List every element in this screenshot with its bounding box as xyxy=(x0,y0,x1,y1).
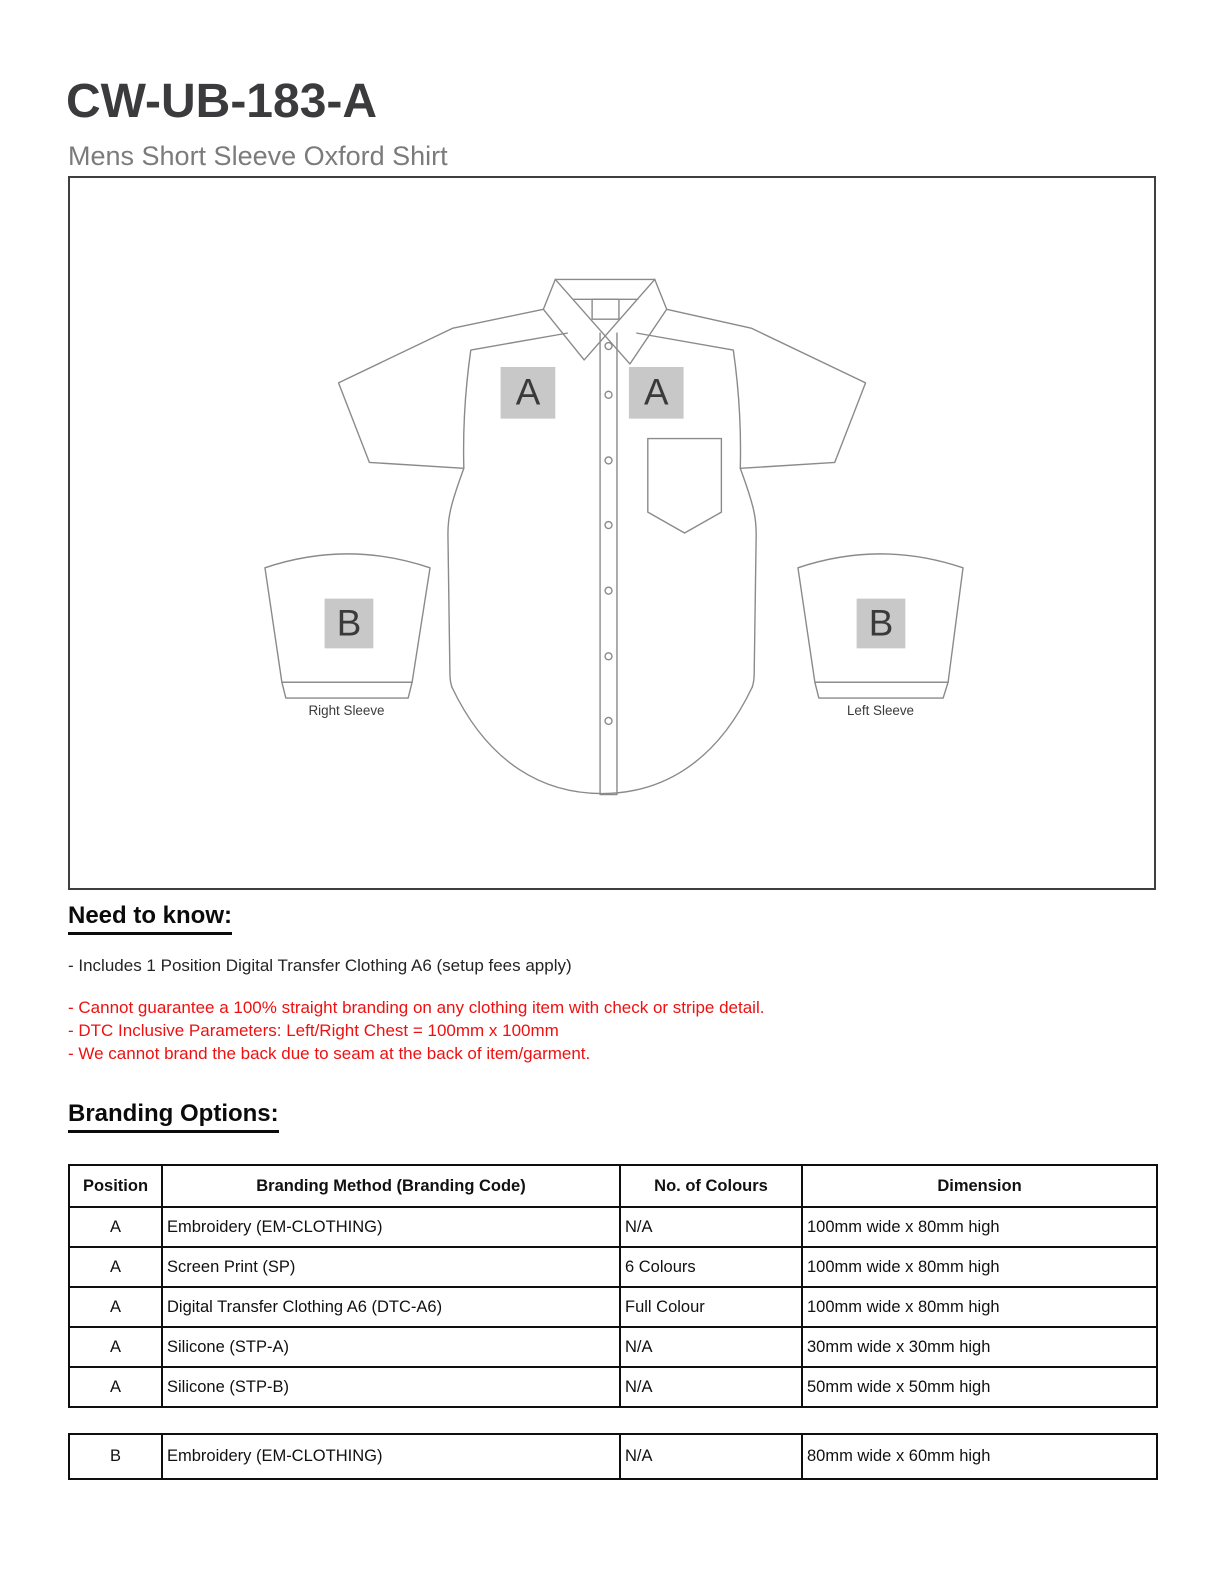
cell-dimension: 100mm wide x 80mm high xyxy=(802,1247,1157,1287)
page-title: CW-UB-183-A xyxy=(66,75,378,128)
position-a-label: A xyxy=(643,371,669,413)
branding-options-heading: Branding Options: xyxy=(68,1101,279,1133)
note-inclusive-position: - Includes 1 Position Digital Transfer Clothing A6 (setup fees apply) xyxy=(68,956,572,975)
cell-position: A xyxy=(69,1327,162,1367)
cell-position: A xyxy=(69,1287,162,1327)
need-to-know-heading: Need to know: xyxy=(68,903,232,935)
page-subtitle: Mens Short Sleeve Oxford Shirt xyxy=(68,141,448,171)
cell-dimension: 50mm wide x 50mm high xyxy=(802,1367,1157,1407)
warning-line: - We cannot brand the back due to seam at the back of item/garment. xyxy=(68,1044,591,1063)
column-header-position: Position xyxy=(69,1165,162,1207)
cell-no-of-colours: 6 Colours xyxy=(620,1247,802,1287)
garment-diagram-box xyxy=(68,176,1156,890)
warning-line: - Cannot guarantee a 100% straight branding on any clothing item with check or stripe detail. xyxy=(68,998,765,1017)
warning-notes xyxy=(68,996,764,1065)
cell-no-of-colours: Full Colour xyxy=(620,1287,802,1327)
cell-branding-method: Screen Print (SP) xyxy=(162,1247,620,1287)
placket-buttons xyxy=(605,343,612,725)
cell-dimension: 30mm wide x 30mm high xyxy=(802,1327,1157,1367)
cell-dimension: 100mm wide x 80mm high xyxy=(802,1207,1157,1247)
column-header-dimension: Dimension xyxy=(802,1165,1157,1207)
branding-options-table-position-b xyxy=(68,1433,1158,1480)
table-row xyxy=(69,1247,1157,1287)
shirt-diagram xyxy=(70,178,1154,888)
branding-options-table-position-a xyxy=(68,1164,1158,1408)
cell-branding-method: Embroidery (EM-CLOTHING) xyxy=(162,1207,620,1247)
cell-dimension: 100mm wide x 80mm high xyxy=(802,1287,1157,1327)
cell-branding-method: Silicone (STP-A) xyxy=(162,1327,620,1367)
right-sleeve-caption: Right Sleeve xyxy=(308,702,385,718)
cell-position: A xyxy=(69,1207,162,1247)
table-row xyxy=(69,1287,1157,1327)
cell-branding-method: Digital Transfer Clothing A6 (DTC-A6) xyxy=(162,1287,620,1327)
table-header-row xyxy=(69,1165,1157,1207)
table-row xyxy=(69,1207,1157,1247)
cell-no-of-colours: N/A xyxy=(620,1207,802,1247)
position-a-label: A xyxy=(515,371,541,413)
cell-position: A xyxy=(69,1247,162,1287)
cell-branding-method: Embroidery (EM-CLOTHING) xyxy=(162,1434,620,1479)
cell-no-of-colours: N/A xyxy=(620,1434,802,1479)
warning-line: - DTC Inclusive Parameters: Left/Right Chest = 100mm x 100mm xyxy=(68,1021,559,1040)
cell-no-of-colours: N/A xyxy=(620,1367,802,1407)
cell-position: B xyxy=(69,1434,162,1479)
cell-dimension: 80mm wide x 60mm high xyxy=(802,1434,1157,1479)
table-row xyxy=(69,1434,1157,1479)
cell-branding-method: Silicone (STP-B) xyxy=(162,1367,620,1407)
column-header-no-of-colours: No. of Colours xyxy=(620,1165,802,1207)
placement-markers xyxy=(325,367,906,648)
cell-no-of-colours: N/A xyxy=(620,1327,802,1367)
table-row xyxy=(69,1327,1157,1367)
left-sleeve-caption: Left Sleeve xyxy=(846,702,915,718)
cell-position: A xyxy=(69,1367,162,1407)
position-b-label: B xyxy=(336,602,362,644)
table-row xyxy=(69,1367,1157,1407)
column-header-branding-method: Branding Method (Branding Code) xyxy=(162,1165,620,1207)
position-b-label: B xyxy=(868,602,894,644)
